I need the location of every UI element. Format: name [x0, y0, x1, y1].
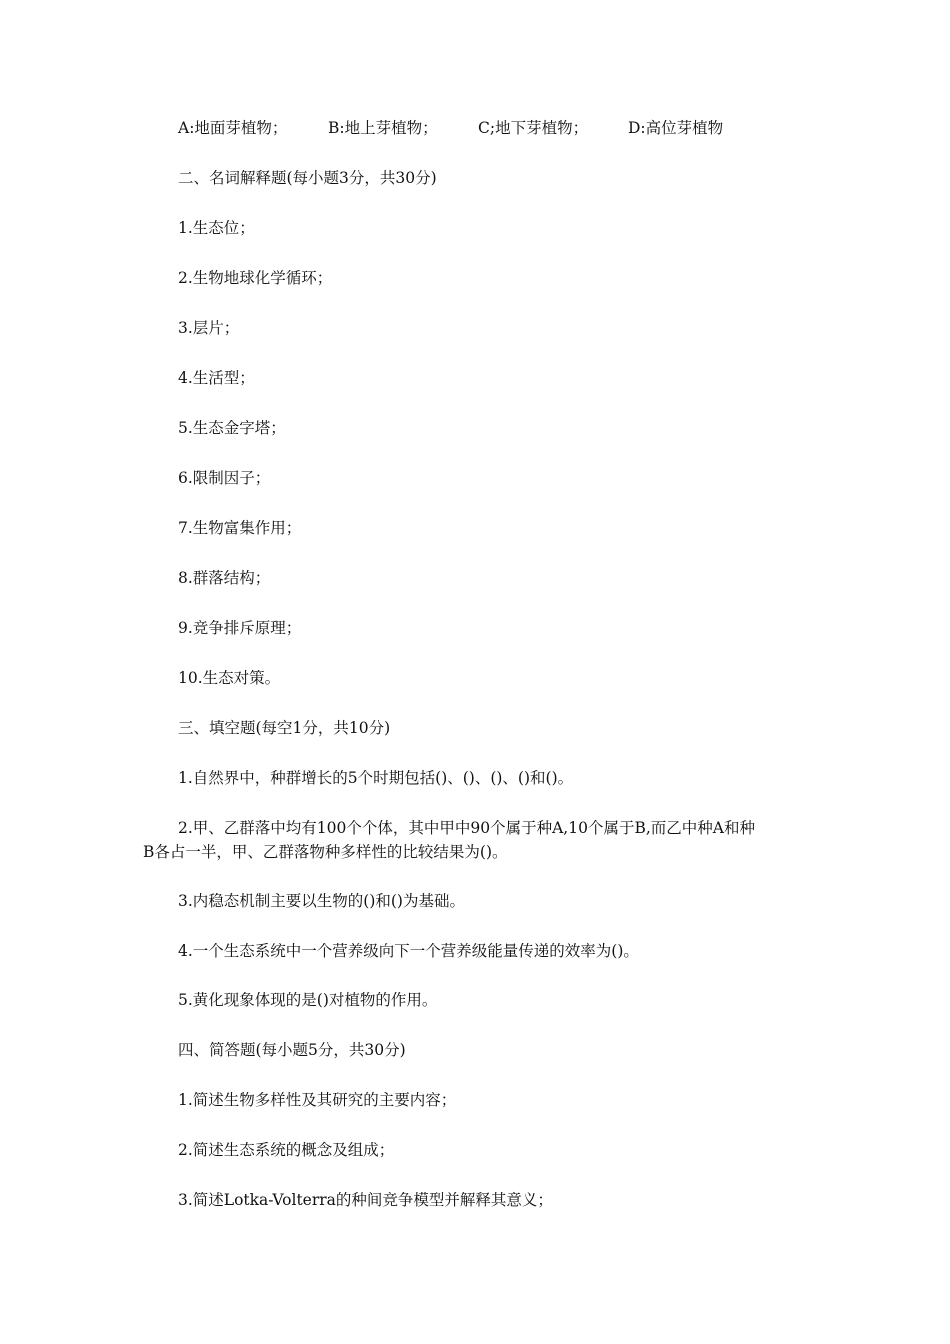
list-item-continuation: B各占一半，甲、乙群落物种多样性的比较结果为()。	[143, 843, 508, 861]
list-item: 2.简述生态系统的概念及组成；	[178, 1141, 395, 1159]
list-item: 10.生态对策。	[178, 669, 281, 687]
option-b: B:地上芽植物；	[328, 119, 438, 137]
list-item: 3.内稳态机制主要以生物的()和()为基础。	[178, 892, 465, 910]
list-item: 8.群落结构；	[178, 569, 271, 587]
list-item: 5.黄化现象体现的是()对植物的作用。	[178, 991, 438, 1009]
option-a: A:地面芽植物；	[178, 119, 288, 137]
section-title-3: 三、填空题(每空1分，共10分)	[178, 719, 391, 737]
list-item: 3.层片；	[178, 319, 240, 337]
options-row	[178, 118, 723, 138]
list-item: 4.生活型；	[178, 369, 255, 387]
list-item: 9.竞争排斥原理；	[178, 619, 302, 637]
section-title-2: 二、名词解释题(每小题3分，共30分)	[178, 169, 437, 187]
list-item: 7.生物富集作用；	[178, 519, 302, 537]
option-c: C;地下芽植物；	[478, 119, 589, 137]
list-item: 6.限制因子；	[178, 469, 271, 487]
list-item: 3.简述Lotka-Volterra的种间竞争模型并解释其意义；	[178, 1191, 553, 1209]
list-item: 4.一个生态系统中一个营养级向下一个营养级能量传递的效率为()。	[178, 942, 639, 960]
section-title-4: 四、简答题(每小题5分，共30分)	[178, 1041, 406, 1059]
list-item: 2.甲、乙群落中均有100个个体，其中甲中90个属于种A,10个属于B,而乙中种A和种	[178, 819, 755, 837]
list-item: 1.自然界中，种群增长的5个时期包括()、()、()、()和()。	[178, 769, 574, 787]
option-d: D:高位芽植物	[628, 119, 724, 137]
list-item: 1.生态位；	[178, 219, 255, 237]
list-item: 5.生态金字塔；	[178, 419, 286, 437]
list-item: 2.生物地球化学循环；	[178, 269, 333, 287]
list-item: 1.简述生物多样性及其研究的主要内容；	[178, 1091, 457, 1109]
